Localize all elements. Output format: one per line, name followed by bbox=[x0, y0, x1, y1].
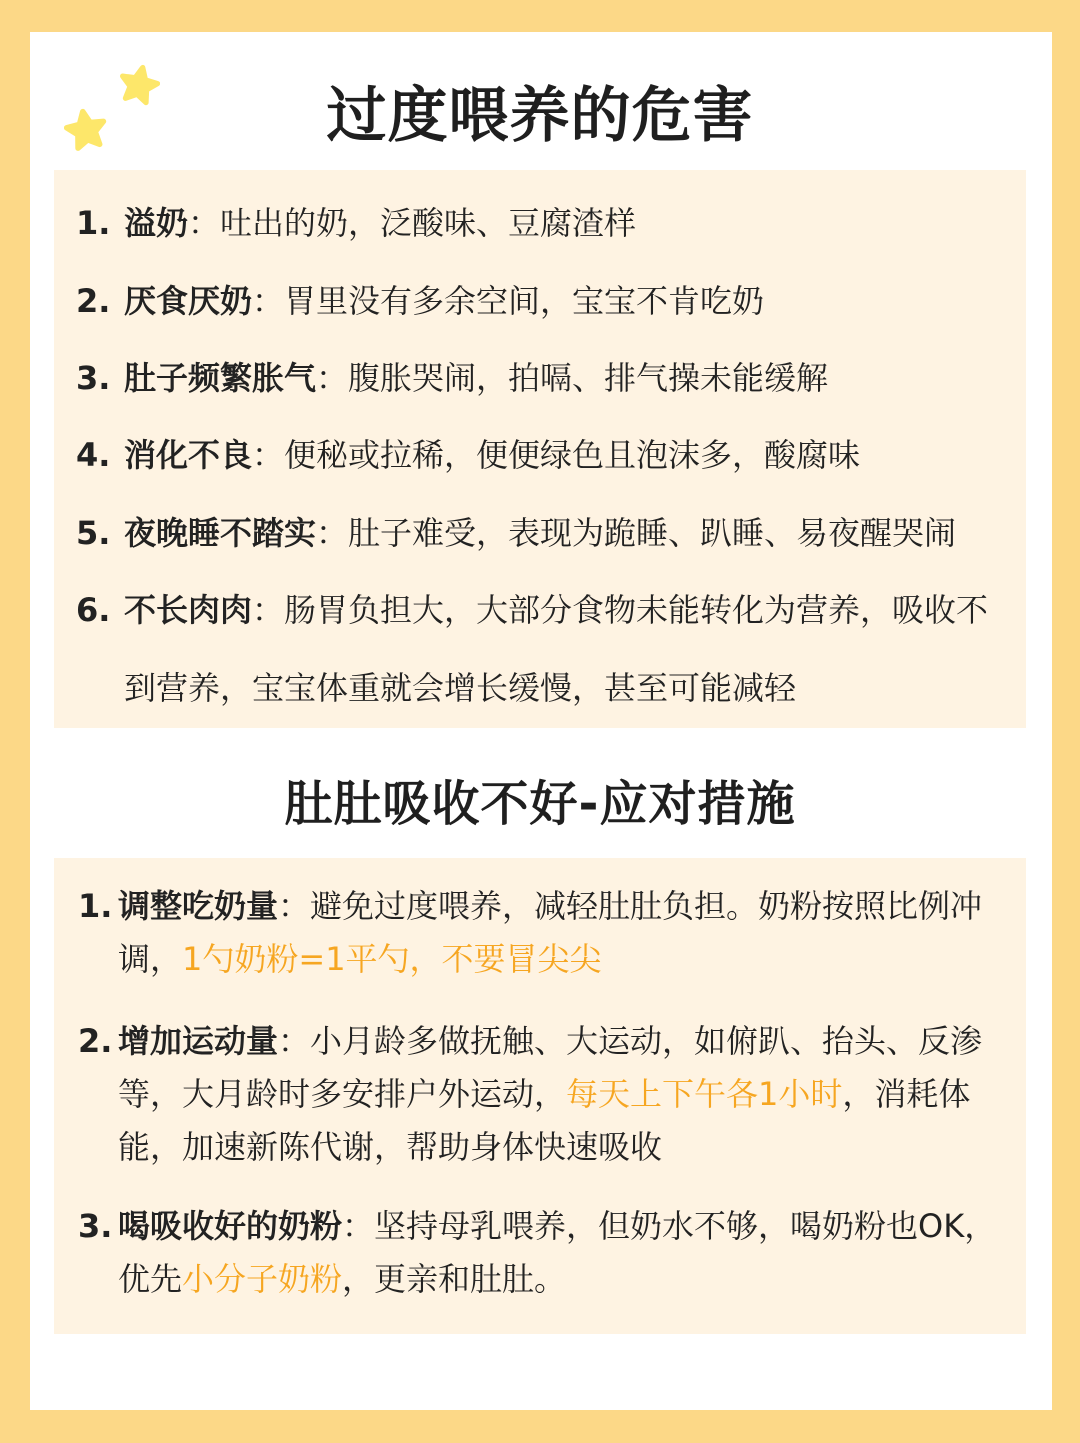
item-number: 1. bbox=[76, 204, 111, 242]
list-item bbox=[76, 416, 1006, 494]
item-colon: ： bbox=[252, 591, 285, 629]
item-colon: ： bbox=[278, 1022, 311, 1060]
item-description: 胃里没有多余空间，宝宝不肯吃奶 bbox=[284, 282, 765, 320]
item-colon: ： bbox=[342, 1207, 375, 1245]
item-highlight: 1勺奶粉=1平勺，不要冒尖尖 bbox=[182, 940, 602, 978]
item-colon: ： bbox=[252, 282, 285, 320]
item-term: 喝吸收好的奶粉 bbox=[118, 1207, 343, 1245]
item-description: 小月龄多做抚触、大运动，如俯趴、抬头、反渗等，大月龄时多安排户外运动， bbox=[118, 1022, 983, 1113]
item-highlight: 小分子奶粉 bbox=[182, 1260, 343, 1298]
item-number: 6. bbox=[76, 591, 111, 629]
item-colon: ： bbox=[316, 514, 349, 552]
item-colon: ： bbox=[188, 204, 221, 242]
item-number: 1. bbox=[78, 887, 113, 925]
item-number: 3. bbox=[76, 359, 111, 397]
item-term: 增加运动量 bbox=[118, 1022, 279, 1060]
section-title-hazards: 过度喂养的危害 bbox=[326, 81, 754, 151]
item-description: 便秘或拉稀，便便绿色且泡沫多，酸腐味 bbox=[284, 436, 861, 474]
item-highlight: 每天上下午各1小时 bbox=[566, 1075, 843, 1113]
item-number: 3. bbox=[78, 1207, 113, 1245]
list-item bbox=[76, 262, 1006, 340]
item-description-end: ，消耗体能，加速新陈代谢，帮助身体快速吸收 bbox=[118, 1075, 971, 1166]
section-title-measures: 肚肚吸收不好-应对措施 bbox=[284, 776, 796, 832]
item-description: 吐出的奶，泛酸味、豆腐渣样 bbox=[220, 204, 637, 242]
item-description: 坚持母乳喂养，但奶水不够，喝奶粉也OK，优先 bbox=[118, 1207, 997, 1298]
list-item bbox=[78, 1015, 998, 1174]
item-description-end: ，更亲和肚肚。 bbox=[342, 1260, 567, 1298]
item-description: 腹胀哭闹，拍嗝、排气操未能缓解 bbox=[348, 359, 829, 397]
item-colon: ： bbox=[316, 359, 349, 397]
item-term: 不长肉肉 bbox=[124, 591, 253, 629]
item-number: 4. bbox=[76, 436, 111, 474]
item-description: 肚子难受，表现为跪睡、趴睡、易夜醒哭闹 bbox=[348, 514, 957, 552]
list-item bbox=[76, 571, 1006, 727]
item-term: 夜晚睡不踏实 bbox=[124, 514, 317, 552]
item-number: 2. bbox=[78, 1022, 113, 1060]
list-item bbox=[76, 494, 1006, 572]
item-description: 肠胃负担大，大部分食物未能转化为营养，吸收不 bbox=[284, 591, 989, 629]
item-term: 肚子频繁胀气 bbox=[124, 359, 317, 397]
list-item bbox=[76, 184, 1006, 262]
list-item bbox=[76, 339, 1006, 417]
item-description-continued: 到营养，宝宝体重就会增长缓慢，甚至可能减轻 bbox=[124, 669, 797, 707]
item-term: 调整吃奶量 bbox=[118, 887, 279, 925]
list-item bbox=[78, 1200, 998, 1306]
list-item bbox=[78, 880, 998, 986]
item-number: 2. bbox=[76, 282, 111, 320]
item-term: 溢奶 bbox=[124, 204, 189, 242]
item-colon: ： bbox=[252, 436, 285, 474]
item-colon: ： bbox=[278, 887, 311, 925]
item-term: 厌食厌奶 bbox=[124, 282, 253, 320]
item-number: 5. bbox=[76, 514, 111, 552]
item-term: 消化不良 bbox=[124, 436, 253, 474]
item-description: 避免过度喂养，减轻肚肚负担。奶粉按照比例冲调， bbox=[118, 887, 983, 978]
